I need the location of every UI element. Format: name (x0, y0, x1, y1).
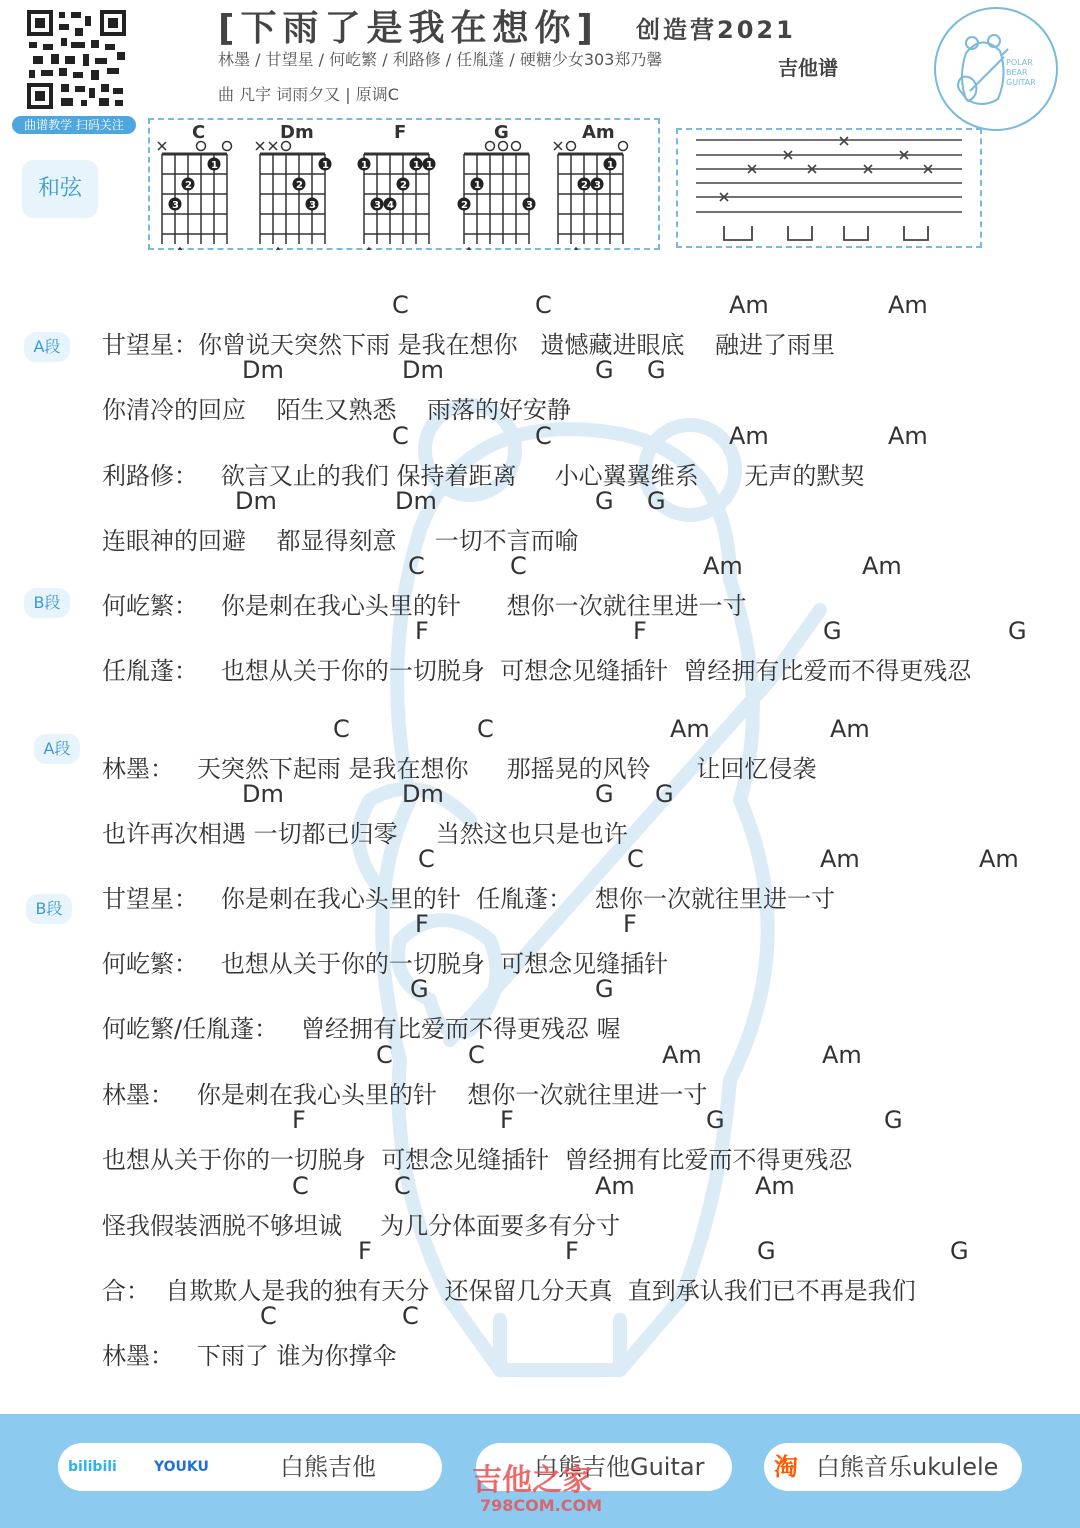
svg-text:2: 2 (581, 180, 588, 191)
chord-symbol: C (376, 1041, 393, 1069)
chord-symbol: G (595, 975, 614, 1003)
chord-symbol: Am (755, 1172, 795, 1200)
svg-text:1: 1 (361, 160, 368, 171)
strum-pattern-svg (676, 128, 982, 248)
video-platforms-pill[interactable] (58, 1443, 442, 1491)
chord-diagram-svg (148, 118, 660, 250)
svg-text:1: 1 (211, 160, 218, 171)
section-b-2: B段 (26, 894, 72, 924)
chord-symbol: Dm (242, 356, 284, 384)
site-watermark-url: 798COM.COM (480, 1496, 603, 1515)
lyric-line: 何屹繁： 也想从关于你的一切脱身 可想念见缝插针 (102, 950, 669, 978)
lyric-line: 林墨： 下雨了 谁为你撑伞 (102, 1342, 397, 1370)
chord-symbol: C (333, 715, 350, 743)
section-b-1: B段 (24, 588, 70, 618)
chord-symbol: Am (703, 552, 743, 580)
site-watermark: 吉他之家 (472, 1463, 592, 1498)
title-suffix: 创造营2021 (636, 16, 796, 44)
chord-name: G (494, 122, 509, 143)
chord-symbol: C (392, 291, 409, 319)
lyric-line: 何屹繁/任胤蓬： 曾经拥有比爱而不得更残忍 喔 (102, 1015, 621, 1043)
lyric-line: 任胤蓬： 也想从关于你的一切脱身 可想念见缝插针 曾经拥有比爱而不得更残忍 (102, 657, 972, 685)
chord-symbol: G (595, 780, 614, 808)
taobao-shop: 白熊音乐ukulele (816, 1453, 999, 1481)
taobao-pill[interactable] (764, 1443, 1022, 1491)
svg-text:4: 4 (387, 200, 394, 211)
section-a-2: A段 (34, 734, 80, 764)
chord-symbol: C (394, 1172, 411, 1200)
chord-symbol: Am (662, 1041, 702, 1069)
chord-symbol: F (415, 910, 429, 938)
chord-name: Dm (280, 122, 314, 143)
rhythm-beams (724, 226, 928, 240)
lyric-line: 林墨： 天突然下起雨 是我在想你 那摇晃的风铃 让回忆侵袭 (102, 755, 817, 783)
chord-symbol: Am (822, 1041, 862, 1069)
chord-symbol: Am (888, 291, 928, 319)
chord-symbol: C (627, 845, 644, 873)
lyric-line: 甘望星： 你是刺在我心头里的针 任胤蓬： 想你一次就往里进一寸 (102, 885, 836, 913)
qr-code (25, 8, 128, 111)
chord-symbol: Am (595, 1172, 635, 1200)
chord-symbol: F (415, 617, 429, 645)
lyric-line: 也想从关于你的一切脱身 可想念见缝插针 曾经拥有比爱而不得更残忍 (102, 1146, 853, 1174)
svg-text:2: 2 (296, 180, 303, 191)
chord-symbol: F (623, 910, 637, 938)
chord-symbol: Am (729, 291, 769, 319)
chord-symbol: G (950, 1237, 969, 1265)
chord-symbol: G (410, 975, 429, 1003)
chord-symbol: Am (979, 845, 1019, 873)
chord-symbol: Am (888, 422, 928, 450)
credits: 曲 凡宇 词雨夕又 | 原调C (218, 85, 399, 104)
svg-text:1: 1 (413, 160, 420, 171)
svg-text:2: 2 (185, 180, 192, 191)
chord-symbol: Am (862, 552, 902, 580)
logo-text-guitar: GUITAR (1006, 78, 1036, 87)
chord-symbol: G (595, 356, 614, 384)
chord-symbol: Dm (402, 780, 444, 808)
svg-text:1: 1 (322, 160, 329, 171)
artists: 林墨 / 甘望星 / 何屹繁 / 利路修 / 任胤蓬 / 硬糖少女303郑乃馨 (218, 50, 663, 69)
chord-symbol: F (500, 1106, 514, 1134)
svg-text:3: 3 (374, 200, 381, 211)
chords-label: 和弦 (22, 160, 98, 218)
chord-symbol: C (260, 1302, 277, 1330)
taobao-icon: 淘 (774, 1453, 798, 1481)
chord-symbol: G (655, 780, 674, 808)
tab-type: 吉他谱 (778, 56, 838, 80)
svg-text:3: 3 (309, 200, 316, 211)
weibo-name: 白熊吉他Guitar (534, 1453, 705, 1481)
chord-symbol: Am (830, 715, 870, 743)
chord-symbol: Am (670, 715, 710, 743)
chord-symbol: G (1008, 617, 1027, 645)
chord-symbol: C (510, 552, 527, 580)
chord-symbol: C (535, 422, 552, 450)
chord-symbol: C (477, 715, 494, 743)
chord-symbol: G (823, 617, 842, 645)
lyric-line: 合： 自欺欺人是我的独有天分 还保留几分天真 直到承认我们已不再是我们 (102, 1277, 916, 1305)
chord-symbol: F (358, 1237, 372, 1265)
chord-symbol: Dm (242, 780, 284, 808)
qr-caption: 曲谱教学 扫码关注 (12, 116, 136, 134)
chord-symbol: Am (729, 422, 769, 450)
logo-text-bear: BEAR (1006, 68, 1028, 77)
svg-text:3: 3 (172, 200, 179, 211)
chord-symbol: F (633, 617, 647, 645)
logo-text-polar: POLAR (1006, 58, 1033, 67)
chord-symbol: G (647, 487, 666, 515)
chord-symbol: F (292, 1106, 306, 1134)
chord-symbol: Dm (395, 487, 437, 515)
lyric-line: 连眼神的回避 都显得刻意 一切不言而喻 (102, 527, 579, 555)
bilibili-logo: bilibili (68, 1459, 117, 1475)
svg-text:2: 2 (400, 180, 407, 191)
lyric-line: 也许再次相遇 一切都已归零 当然这也只是也许 (102, 820, 628, 848)
chord-symbol: Dm (402, 356, 444, 384)
chord-symbol: C (418, 845, 435, 873)
chord-symbol: C (535, 291, 552, 319)
svg-text:1: 1 (607, 160, 614, 171)
chord-name: Am (582, 122, 615, 143)
chord-symbol: C (292, 1172, 309, 1200)
lyric-line: 何屹繁： 你是刺在我心头里的针 想你一次就往里进一寸 (102, 592, 747, 620)
chord-symbol: C (402, 1302, 419, 1330)
chord-symbol: Am (820, 845, 860, 873)
chord-symbol: C (392, 422, 409, 450)
song-title: [下雨了是我在想你] (218, 8, 599, 49)
chord-symbol: C (408, 552, 425, 580)
chord-symbol: G (757, 1237, 776, 1265)
svg-text:1: 1 (426, 160, 433, 171)
chord-name: F (394, 122, 407, 143)
svg-text:1: 1 (474, 180, 481, 191)
chord-symbol: G (595, 487, 614, 515)
lyric-line: 林墨： 你是刺在我心头里的针 想你一次就往里进一寸 (102, 1081, 708, 1109)
chord-symbol: G (884, 1106, 903, 1134)
lyric-line: 甘望星：你曾说天突然下雨 是我在想你 遗憾藏进眼底 融进了雨里 (102, 331, 836, 359)
chord-symbol: Dm (235, 487, 277, 515)
lyric-line: 利路修： 欲言又止的我们 保持着距离 小心翼翼维系 无声的默契 (102, 462, 865, 490)
chord-symbol: G (647, 356, 666, 384)
polar-bear-guitar-logo (932, 5, 1060, 133)
section-a-1: A段 (24, 332, 70, 362)
chord-symbol: G (706, 1106, 725, 1134)
chord-symbol: C (468, 1041, 485, 1069)
chord-symbol: F (565, 1237, 579, 1265)
svg-text:3: 3 (594, 180, 601, 191)
chord-name: C (192, 122, 206, 143)
youku-logo: YOUKU (154, 1459, 209, 1475)
lyric-line: 怪我假装洒脱不够坦诚 为几分体面要多有分寸 (102, 1212, 621, 1240)
svg-text:2: 2 (461, 200, 468, 211)
channel-name: 白熊吉他 (280, 1453, 376, 1481)
svg-text:3: 3 (526, 200, 533, 211)
lyric-line: 你清冷的回应 陌生又熟悉 雨落的好安静 (102, 396, 572, 424)
